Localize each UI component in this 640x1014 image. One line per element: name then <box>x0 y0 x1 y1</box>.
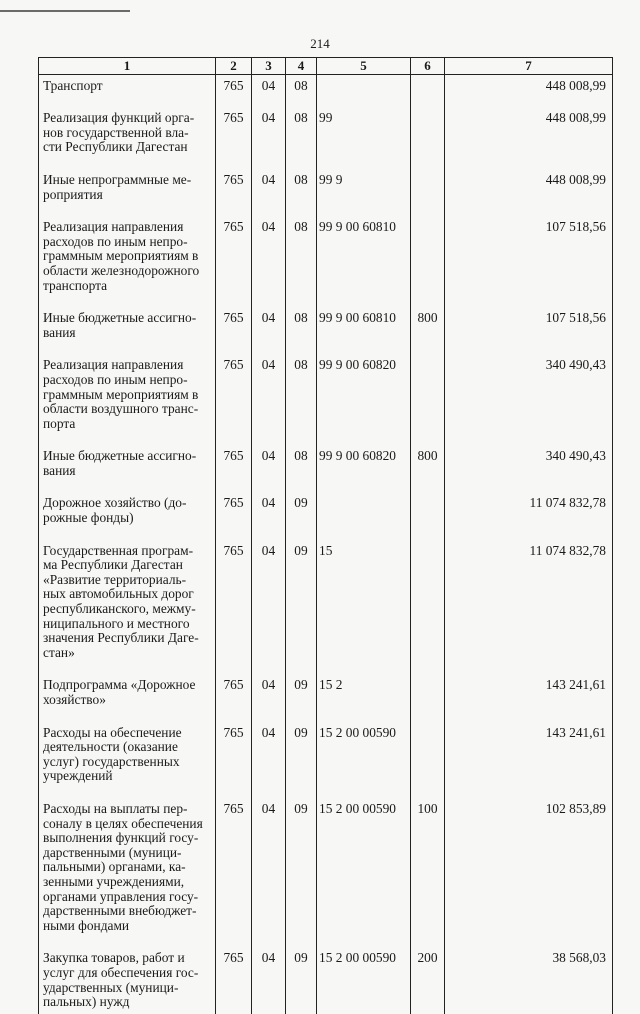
amount: 448 008,99 <box>445 169 613 216</box>
subsection-code: 09 <box>286 798 317 947</box>
row-name-line: ударственных (муници- <box>43 979 179 995</box>
section-code: 04 <box>252 307 286 354</box>
table-row <box>39 169 613 216</box>
expense-type-code <box>411 722 445 798</box>
section-code: 04 <box>252 722 286 798</box>
ministry-code: 765 <box>216 307 252 354</box>
row-name <box>39 947 216 1013</box>
section-code: 04 <box>252 540 286 675</box>
budget-table <box>38 57 613 1014</box>
row-name <box>39 722 216 798</box>
header-col-4: 4 <box>286 58 317 75</box>
subsection-code: 09 <box>286 540 317 675</box>
table-row <box>39 798 613 947</box>
row-name <box>39 674 216 721</box>
subsection-code: 09 <box>286 947 317 1013</box>
scan-edge-mark <box>0 10 130 12</box>
ministry-code: 765 <box>216 74 252 107</box>
ministry-code: 765 <box>216 107 252 169</box>
row-name-line: области железнодорожного <box>43 262 200 278</box>
table-row <box>39 722 613 798</box>
row-name-line: дарственными внебюджет- <box>43 903 197 919</box>
subsection-code: 08 <box>286 216 317 307</box>
header-col-1: 1 <box>39 58 216 75</box>
subsection-code: 08 <box>286 74 317 107</box>
header-col-6: 6 <box>411 58 445 75</box>
table-row <box>39 307 613 354</box>
row-name-line: сти Республики Дагестан <box>43 139 188 155</box>
table-row <box>39 947 613 1013</box>
amount: 143 241,61 <box>445 674 613 721</box>
target-article-code: 15 2 00 00590 <box>317 798 411 947</box>
amount: 107 518,56 <box>445 307 613 354</box>
row-name-line: ниципального и местного <box>43 615 190 631</box>
ministry-code: 765 <box>216 947 252 1013</box>
row-name-line: вания <box>43 324 76 340</box>
amount: 448 008,99 <box>445 74 613 107</box>
row-name <box>39 74 216 107</box>
target-article-code: 15 2 <box>317 674 411 721</box>
subsection-code: 08 <box>286 445 317 492</box>
row-name-line: Расходы на выплаты пер- <box>43 800 188 816</box>
ministry-code: 765 <box>216 216 252 307</box>
row-name-line: Расходы на обеспечение <box>43 724 182 740</box>
row-name-line: Иные бюджетные ассигно- <box>43 310 197 326</box>
row-name-line: нов государственной вла- <box>43 124 189 140</box>
row-name <box>39 798 216 947</box>
amount: 11 074 832,78 <box>445 492 613 539</box>
subsection-code: 08 <box>286 169 317 216</box>
table-row <box>39 216 613 307</box>
row-name-line: зенными учреждениями, <box>43 873 185 889</box>
row-name-line: Дорожное хозяйство (до- <box>43 495 187 511</box>
section-code: 04 <box>252 169 286 216</box>
row-name-line: области воздушного транс- <box>43 401 199 417</box>
row-name-line: учреждений <box>43 768 113 784</box>
ministry-code: 765 <box>216 798 252 947</box>
expense-type-code <box>411 216 445 307</box>
expense-type-code <box>411 674 445 721</box>
row-name-line: граммным мероприятиям в <box>43 386 199 402</box>
row-name-line: ма Республики Дагестан <box>43 557 183 573</box>
row-name-line: Транспорт <box>43 77 103 93</box>
row-name-line: стан» <box>43 644 75 660</box>
target-article-code: 99 9 00 60810 <box>317 307 411 354</box>
amount: 102 853,89 <box>445 798 613 947</box>
section-code: 04 <box>252 216 286 307</box>
section-code: 04 <box>252 492 286 539</box>
target-article-code: 15 2 00 00590 <box>317 947 411 1013</box>
table-row <box>39 107 613 169</box>
row-name-line: услуг для обеспечения гос- <box>43 964 199 980</box>
expense-type-code <box>411 492 445 539</box>
expense-type-code <box>411 169 445 216</box>
amount: 340 490,43 <box>445 445 613 492</box>
target-article-code: 99 9 00 60820 <box>317 354 411 445</box>
subsection-code: 08 <box>286 354 317 445</box>
row-name-line: соналу в целях обеспечения <box>43 815 203 831</box>
table-row <box>39 445 613 492</box>
row-name <box>39 354 216 445</box>
table-row <box>39 492 613 539</box>
row-name-line: Государственная програм- <box>43 542 194 558</box>
row-name-line: республиканского, межму- <box>43 601 196 617</box>
header-col-5: 5 <box>317 58 411 75</box>
row-name <box>39 445 216 492</box>
row-name-line: расходов по иным непро- <box>43 371 188 387</box>
row-name-line: транспорта <box>43 277 108 293</box>
section-code: 04 <box>252 107 286 169</box>
budget-table-wrapper <box>38 57 612 1014</box>
table-row <box>39 540 613 675</box>
expense-type-code: 800 <box>411 307 445 354</box>
expense-type-code <box>411 107 445 169</box>
header-col-2: 2 <box>216 58 252 75</box>
row-name-line: Реализация направления <box>43 219 184 235</box>
row-name-line: Закупка товаров, работ и <box>43 950 185 966</box>
row-name-line: «Развитие территориаль- <box>43 571 187 587</box>
ministry-code: 765 <box>216 540 252 675</box>
subsection-code: 09 <box>286 722 317 798</box>
row-name-line: Реализация функций орга- <box>43 110 195 126</box>
expense-type-code: 800 <box>411 445 445 492</box>
page-number: 214 <box>310 36 330 51</box>
amount: 107 518,56 <box>445 216 613 307</box>
ministry-code: 765 <box>216 674 252 721</box>
row-name-line: органами управления госу- <box>43 888 199 904</box>
row-name-line: граммным мероприятиям в <box>43 248 199 264</box>
row-name-line: значения Республики Даге- <box>43 630 199 646</box>
row-name-line: пальных) нужд <box>43 994 130 1010</box>
expense-type-code <box>411 354 445 445</box>
target-article-code: 99 9 00 60810 <box>317 216 411 307</box>
subsection-code: 08 <box>286 307 317 354</box>
row-name-line: Иные бюджетные ассигно- <box>43 448 197 464</box>
row-name-line: порта <box>43 415 76 431</box>
amount: 38 568,03 <box>445 947 613 1013</box>
ministry-code: 765 <box>216 722 252 798</box>
table-row <box>39 74 613 107</box>
target-article-code: 99 9 <box>317 169 411 216</box>
subsection-code: 09 <box>286 674 317 721</box>
amount: 143 241,61 <box>445 722 613 798</box>
subsection-code: 09 <box>286 492 317 539</box>
row-name-line: рожные фонды) <box>43 510 134 526</box>
expense-type-code <box>411 540 445 675</box>
row-name <box>39 492 216 539</box>
section-code: 04 <box>252 74 286 107</box>
row-name-line: выполнения функций госу- <box>43 830 199 846</box>
row-name-line: Подпрограмма «Дорожное <box>43 677 196 693</box>
header-col-3: 3 <box>252 58 286 75</box>
target-article-code: 15 2 00 00590 <box>317 722 411 798</box>
row-name-line: расходов по иным непро- <box>43 233 188 249</box>
target-article-code: 15 <box>317 540 411 675</box>
table-body <box>39 74 613 1014</box>
row-name-line: ных автомобильных дорог <box>43 586 194 602</box>
subsection-code: 08 <box>286 107 317 169</box>
table-header-row <box>39 58 613 75</box>
target-article-code <box>317 74 411 107</box>
ministry-code: 765 <box>216 169 252 216</box>
row-name-line: дарственными (муници- <box>43 844 182 860</box>
ministry-code: 765 <box>216 492 252 539</box>
section-code: 04 <box>252 947 286 1013</box>
expense-type-code: 100 <box>411 798 445 947</box>
target-article-code: 99 <box>317 107 411 169</box>
section-code: 04 <box>252 354 286 445</box>
target-article-code: 99 9 00 60820 <box>317 445 411 492</box>
expense-type-code <box>411 74 445 107</box>
expense-type-code: 200 <box>411 947 445 1013</box>
ministry-code: 765 <box>216 445 252 492</box>
row-name <box>39 216 216 307</box>
amount: 11 074 832,78 <box>445 540 613 675</box>
row-name-line: услуг) государственных <box>43 753 180 769</box>
amount: 448 008,99 <box>445 107 613 169</box>
row-name-line: Реализация направления <box>43 357 184 373</box>
row-name <box>39 107 216 169</box>
row-name <box>39 540 216 675</box>
row-name-line: деятельности (оказание <box>43 739 178 755</box>
header-col-7: 7 <box>445 58 613 75</box>
row-name-line: пальными) органами, ка- <box>43 859 186 875</box>
section-code: 04 <box>252 798 286 947</box>
row-name-line: роприятия <box>43 186 103 202</box>
amount: 340 490,43 <box>445 354 613 445</box>
table-row <box>39 674 613 721</box>
row-name-line: хозяйство» <box>43 692 106 707</box>
row-name <box>39 169 216 216</box>
target-article-code <box>317 492 411 539</box>
row-name-line: ными фондами <box>43 917 130 933</box>
section-code: 04 <box>252 445 286 492</box>
section-code: 04 <box>252 674 286 721</box>
row-name <box>39 307 216 354</box>
row-name-line: вания <box>43 462 76 478</box>
row-name-line: Иные непрограммные ме- <box>43 171 192 187</box>
table-row <box>39 354 613 445</box>
ministry-code: 765 <box>216 354 252 445</box>
